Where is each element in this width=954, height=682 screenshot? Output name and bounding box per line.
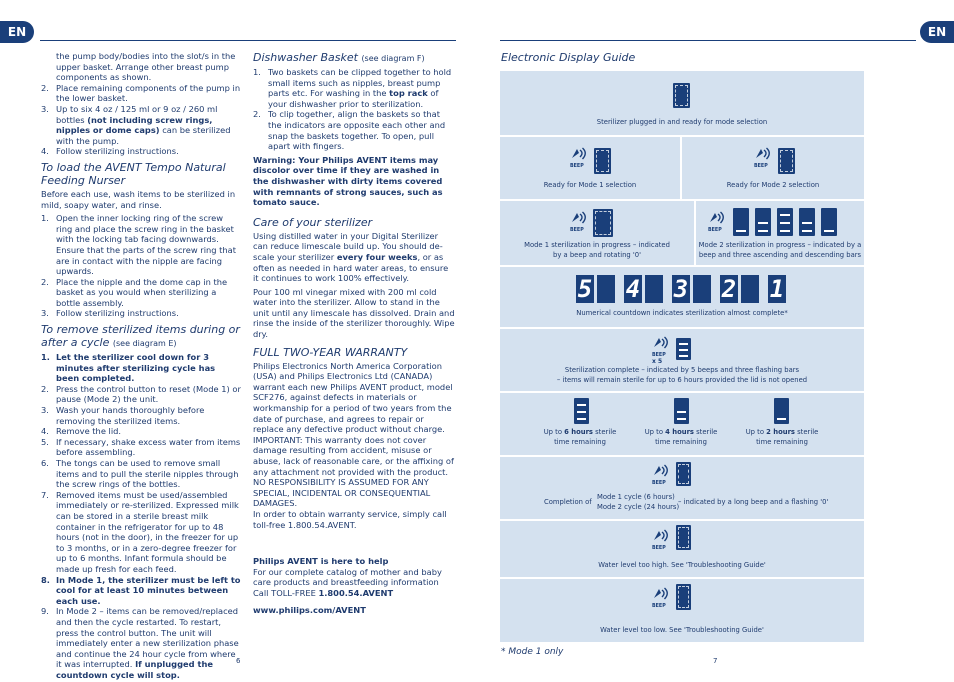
plugged-caption: Sterilizer plugged in and ready for mode selection	[596, 118, 768, 126]
mode-1-progress-caption	[500, 241, 694, 260]
language-badge-left: EN	[0, 21, 34, 43]
countdown-digit: 2	[721, 275, 737, 303]
help-text	[253, 567, 455, 599]
two-hours-prefix: Up to	[745, 428, 767, 436]
four-hours-value: 4 hours	[665, 428, 694, 436]
text-run: , or as often as needed in hard water areas, to ensure it continues to work 100% effectively.	[253, 251, 449, 284]
completion-indicated: – indicated by a long beep and a flashing '0'	[678, 498, 829, 506]
list-item-text	[56, 490, 239, 574]
bold-text-run: every four weeks	[336, 251, 418, 262]
list-item-text	[56, 458, 238, 489]
text-run: Remove the lid.	[56, 426, 122, 437]
list-item-number: 4.	[41, 426, 49, 437]
display-guide-heading: Electronic Display Guide	[501, 51, 636, 64]
two-bars-icon	[674, 398, 689, 424]
column-middle	[253, 51, 455, 618]
row-countdown	[500, 267, 864, 327]
list-item-number: 1.	[41, 352, 50, 363]
bars-display-icon	[821, 208, 837, 236]
bold-text-run: If unplugged the countdown cycle will stop.	[56, 659, 213, 680]
text-run: Removed items must be used/assembled immediately or re-sterilized. Expressed milk can be stored in a sterile breast milk container in the refrigerator for up to 48 hours (not in the door), in the freezer for up to 3 months, or in a zero-degree freezer for up to 6 months. Infant formula should be made up fresh for each feed.	[56, 489, 239, 574]
page-number-right: 7	[713, 657, 718, 665]
list-item	[41, 490, 241, 575]
row-cycle-completion	[500, 457, 864, 519]
basket-heading-text: Dishwasher Basket	[253, 51, 358, 64]
flashing-zero-icon	[676, 462, 691, 486]
display-mode-1-icon	[594, 148, 611, 174]
two-hours-line-2: time remaining	[756, 437, 808, 446]
bold-text-run: top rack	[389, 88, 428, 99]
completion-mode-2: Mode 2 cycle (24 hours)	[597, 502, 680, 511]
list-item-number: 1.	[253, 67, 261, 77]
two-hours-suffix: sterile	[794, 428, 819, 436]
two-hours-value: 2 hours	[766, 428, 795, 436]
list-item-number: 4.	[41, 146, 49, 157]
list-item-number: 8.	[41, 574, 50, 585]
list-item	[41, 384, 241, 405]
countdown-digit-blank	[741, 275, 759, 303]
help-url-link[interactable]: www.philips.com/AVENT	[253, 604, 366, 615]
list-item	[41, 426, 241, 437]
two-hours-line-1	[732, 428, 832, 438]
bold-text-run: Let the sterilizer cool down for 3 minutes after sterilizing cycle has been completed.	[56, 352, 216, 384]
list-item-text	[56, 437, 240, 458]
list-item-text	[56, 83, 240, 104]
countdown-digit: 4	[625, 275, 641, 303]
list-item-text	[56, 146, 179, 156]
list-item-number: 1.	[41, 213, 49, 224]
bold-text-run: (not including screw rings, nipples or dome caps)	[56, 114, 213, 136]
list-item-number: 3.	[41, 103, 49, 114]
water-low-caption: Water level too low. See 'Troubleshooting Guide'	[600, 626, 764, 634]
list-item-text	[56, 213, 236, 276]
beep-icon	[754, 145, 776, 170]
three-bars-icon	[676, 338, 691, 360]
six-hours-caption	[530, 428, 630, 447]
text-run: Place the nipple and the dome cap in the basket as you would when sterilizing a bottle assembly.	[56, 276, 228, 308]
list-item-number: 2.	[41, 82, 49, 93]
beep-label: BEEP	[652, 481, 666, 486]
text-run: Up to six 4 oz / 125 ml or 9 oz / 260 ml bottles	[56, 103, 218, 125]
bars-display-icon	[799, 208, 815, 236]
mode-2-progress-line-1: Mode 2 sterilization in progress – indicated by a	[698, 241, 862, 249]
care-paragraph-2: Pour 100 ml vinegar mixed with 200 ml cold water into the sterilizer. Allow to stand in the unit until any limescale has dissolved. Drain and rinse the inside of the sterilizer thoroughly. Wipe dry.	[253, 286, 455, 340]
remove-heading-text: To remove sterilized items during or after a cycle	[41, 323, 240, 350]
beep-icon	[708, 209, 730, 234]
care-heading: Care of your sterilizer	[253, 215, 373, 229]
four-hours-line-1	[631, 428, 731, 438]
list-item	[41, 146, 241, 157]
completion-mode-1: Mode 1 cycle (6 hours)	[597, 493, 675, 501]
row-sterilization-complete	[500, 329, 864, 391]
list-item-number: 2.	[253, 109, 261, 120]
list-item	[41, 606, 241, 680]
language-badge-right: EN	[920, 21, 954, 43]
countdown-digit-blank	[597, 275, 615, 303]
list-item-number: 2.	[41, 383, 49, 394]
list-item-text	[56, 405, 204, 426]
remove-heading	[41, 323, 241, 350]
water-low-display-icon	[676, 584, 691, 610]
countdown-digit-blank	[645, 275, 663, 303]
bars-display-icon	[733, 208, 749, 236]
footnote: * Mode 1 only	[501, 647, 564, 657]
completion-modes	[597, 493, 679, 512]
text-run: the pump body/bodies into the slot/s in the upper basket. Arrange other breast pump components as shown.	[56, 51, 236, 83]
list-item	[41, 352, 241, 384]
six-hours-line-2: time remaining	[554, 437, 606, 446]
countdown-caption: Numerical countdown indicates sterilization almost complete*	[576, 309, 788, 317]
beep-icon	[570, 209, 592, 234]
complete-line-1: Sterilization complete – indicated by 5 beeps and three flashing bars	[564, 366, 800, 374]
complete-line-2: – items will remain sterile for up to 6 hours provided the lid is not opened	[556, 375, 808, 384]
list-item-number: 6.	[41, 458, 49, 468]
six-hours-suffix: sterile	[592, 428, 617, 436]
warranty-paragraph: Philips Electronics North America Corporation (USA) and Philips Electronics Ltd (CANADA) warrant each new Philips AVENT product, model SCF276, against defects in materials or workmanship for a period of two years from the date of purchase, and agrees to repair or replace any defective product without charge. IMPORTANT: This warranty does not cover damage resulting from accident, misuse or abuse, lack of reasonable care, or the affixing of any attachment not provided with the product. NO RESPONSIBILITY IS ASSUMED FOR ANY SPECIAL, INCIDENTAL OR CONSEQUENTIAL DAMAGES.	[253, 360, 454, 509]
beep-icon	[652, 585, 674, 610]
row-mode-1-progress	[500, 201, 694, 265]
text-run: In Mode 2 – items can be removed/replaced and then the cycle restarted. To restart, press the control button. The unit will immediately enter a new sterilization phase and continue the 24 hour cycle from where it was interrupted.	[56, 606, 239, 670]
tempo-heading: To load the AVENT Tempo Natural Feeding Nurser	[41, 160, 226, 187]
list-item-text	[56, 277, 227, 308]
four-hours-line-2: time remaining	[655, 437, 707, 446]
water-high-caption: Water level too high. See 'Troubleshooting Guide'	[598, 561, 766, 569]
six-hours-value: 6 hours	[564, 428, 593, 436]
bars-display-icon	[777, 208, 793, 236]
display-mode-2-icon	[778, 148, 795, 174]
three-bars-icon	[574, 398, 589, 424]
row-ready-mode-1	[500, 137, 680, 199]
page-number-left: 6	[236, 657, 241, 665]
beep-count: x 5	[652, 358, 663, 365]
ready-mode-1-caption: Ready for Mode 1 selection	[543, 181, 637, 189]
text-run: Open the inner locking ring of the screw ring and place the screw ring in the basket with the locking tab facing downwards. Ensure that the parts of the screw ring that are in contact with the nipple are facing upwards.	[56, 213, 237, 277]
header-rule-left	[40, 40, 456, 41]
beep-label: BEEP	[652, 546, 666, 551]
list-item-number: 3.	[41, 405, 49, 416]
beep-icon	[652, 334, 674, 365]
list-item	[41, 308, 241, 319]
beep-label: BEEP	[754, 164, 768, 169]
text-run: Place remaining components of the pump in the lower basket.	[56, 82, 241, 104]
countdown-digit: 3	[673, 275, 689, 303]
list-item	[41, 277, 241, 309]
dishwasher-warning: Warning: Your Philips AVENT items may discolor over time if they are washed in the dishwasher with dirty items covered with remnants of strong sauces, such as tomato sauce.	[253, 154, 443, 208]
remove-heading-diagram-ref: (see diagram E)	[112, 339, 177, 349]
countdown-digit-blank	[693, 275, 711, 303]
header-rule-right	[500, 40, 916, 41]
warranty-heading: FULL TWO-YEAR WARRANTY	[253, 345, 408, 359]
completion-label: Completion of	[544, 498, 592, 506]
six-hours-prefix: Up to	[543, 428, 565, 436]
beep-label: BEEP	[708, 228, 722, 233]
row-water-too-high	[500, 521, 864, 577]
six-hours-line-1	[530, 428, 630, 438]
list-item-text	[56, 104, 231, 146]
bold-text-run: In Mode 1, the sterilizer must be left to cool for at least 10 minutes between each use.	[56, 574, 241, 606]
list-item-number: 2.	[41, 276, 49, 287]
list-item-number: 7.	[41, 489, 49, 500]
two-hours-caption	[732, 428, 832, 447]
list-item-text	[56, 352, 215, 383]
countdown-digit: 1	[769, 275, 785, 303]
text-run: If necessary, shake excess water from items before assembling.	[56, 436, 241, 458]
list-item-text	[268, 109, 445, 151]
list-item	[41, 213, 241, 277]
four-hours-suffix: sterile	[693, 428, 718, 436]
list-item-text	[56, 575, 241, 606]
mode-2-progress-caption	[696, 241, 864, 260]
list-item	[41, 51, 241, 83]
list-item-text	[268, 67, 451, 109]
text-run: Press the control button to reset (Mode 1) or pause (Mode 2) the unit.	[56, 383, 241, 405]
text-run: Follow sterilizing instructions.	[56, 146, 179, 157]
rotating-zero-icon	[593, 209, 613, 237]
list-item	[41, 83, 241, 104]
water-high-display-icon	[676, 525, 691, 550]
column-left	[41, 51, 241, 680]
list-item-text	[56, 51, 235, 82]
four-hours-caption	[631, 428, 731, 447]
help-heading: Philips AVENT is here to help	[253, 556, 389, 567]
text-run: can be sterilized with the pump.	[56, 125, 231, 146]
display-segment-icon	[673, 83, 690, 108]
text-run: To clip together, align the baskets so that the indicators are opposite each other and snap the baskets together. To open, pull apart with fingers.	[268, 109, 446, 152]
list-item	[41, 104, 241, 146]
mode-1-progress-line-1: Mode 1 sterilization in progress – indicated	[524, 241, 670, 249]
warranty-service: In order to obtain warranty service, simply call toll-free 1.800.54.AVENT.	[253, 508, 447, 530]
list-item-text	[56, 384, 241, 405]
list-item-text	[56, 308, 179, 318]
basket-heading	[253, 51, 455, 65]
basket-heading-diagram-ref: (see diagram F)	[361, 54, 425, 63]
text-run: Wash your hands thoroughly before removing the sterilized items.	[56, 405, 205, 426]
list-item-text	[56, 426, 121, 436]
row-plugged-in	[500, 71, 864, 135]
four-hours-prefix: Up to	[644, 428, 666, 436]
beep-label: BEEP	[652, 353, 666, 358]
tempo-intro: Before each use, wash items to be sterilized in mild, soapy water, and rinse.	[41, 188, 236, 210]
complete-caption	[500, 366, 864, 385]
mode-2-progress-line-2: beep and three ascending and descending bars	[698, 250, 862, 259]
list-item	[41, 437, 241, 458]
ready-mode-2-caption: Ready for Mode 2 selection	[726, 181, 820, 189]
text-run: Two baskets can be clipped together to hold small items such as nipples, breast pump parts etc. For washing in the	[268, 67, 452, 99]
row-mode-2-progress	[696, 201, 864, 265]
help-text-body: For our complete catalog of mother and baby care products and breastfeeding information Call TOLL-FREE	[253, 566, 442, 598]
beep-label: BEEP	[570, 228, 584, 233]
basket-list	[253, 67, 455, 152]
beep-label: BEEP	[570, 164, 584, 169]
list-item	[253, 109, 455, 151]
mode-1-progress-line-2: by a beep and rotating '0'	[553, 250, 641, 259]
row-time-remaining	[500, 393, 864, 455]
list-item-number: 9.	[41, 606, 49, 617]
list-item	[253, 67, 455, 109]
tempo-list	[41, 213, 241, 319]
one-bar-icon	[774, 398, 789, 424]
list-item-text	[56, 606, 239, 680]
list-item	[41, 458, 241, 490]
beep-label: BEEP	[652, 604, 666, 609]
list-item	[41, 405, 241, 426]
list-item-number: 5.	[41, 436, 49, 447]
care-paragraph-1	[253, 231, 455, 284]
remove-list	[41, 352, 241, 680]
list-item	[41, 575, 241, 607]
list-item-number: 3.	[41, 308, 49, 319]
beep-icon	[652, 527, 674, 552]
text-run: of your dishwasher prior to sterilization.	[268, 88, 439, 109]
text-run: Using distilled water in your Digital Sterilizer can reduce limescale build up. You should de-scale your sterilizer	[253, 230, 443, 262]
display-guide-table	[500, 71, 864, 642]
beep-icon	[652, 462, 674, 487]
row-water-too-low	[500, 579, 864, 642]
help-phone: 1.800.54.AVENT	[318, 587, 394, 598]
text-run: Follow sterilizing instructions.	[56, 308, 179, 319]
row-ready-mode-2	[682, 137, 864, 199]
text-run: The tongs can be used to remove small items and to pull the sterile nipples through the screw rings of the bottles.	[56, 458, 239, 490]
countdown-digit: 5	[577, 275, 593, 303]
beep-icon	[570, 145, 592, 170]
pump-loading-list	[41, 51, 241, 157]
bars-display-icon	[755, 208, 771, 236]
